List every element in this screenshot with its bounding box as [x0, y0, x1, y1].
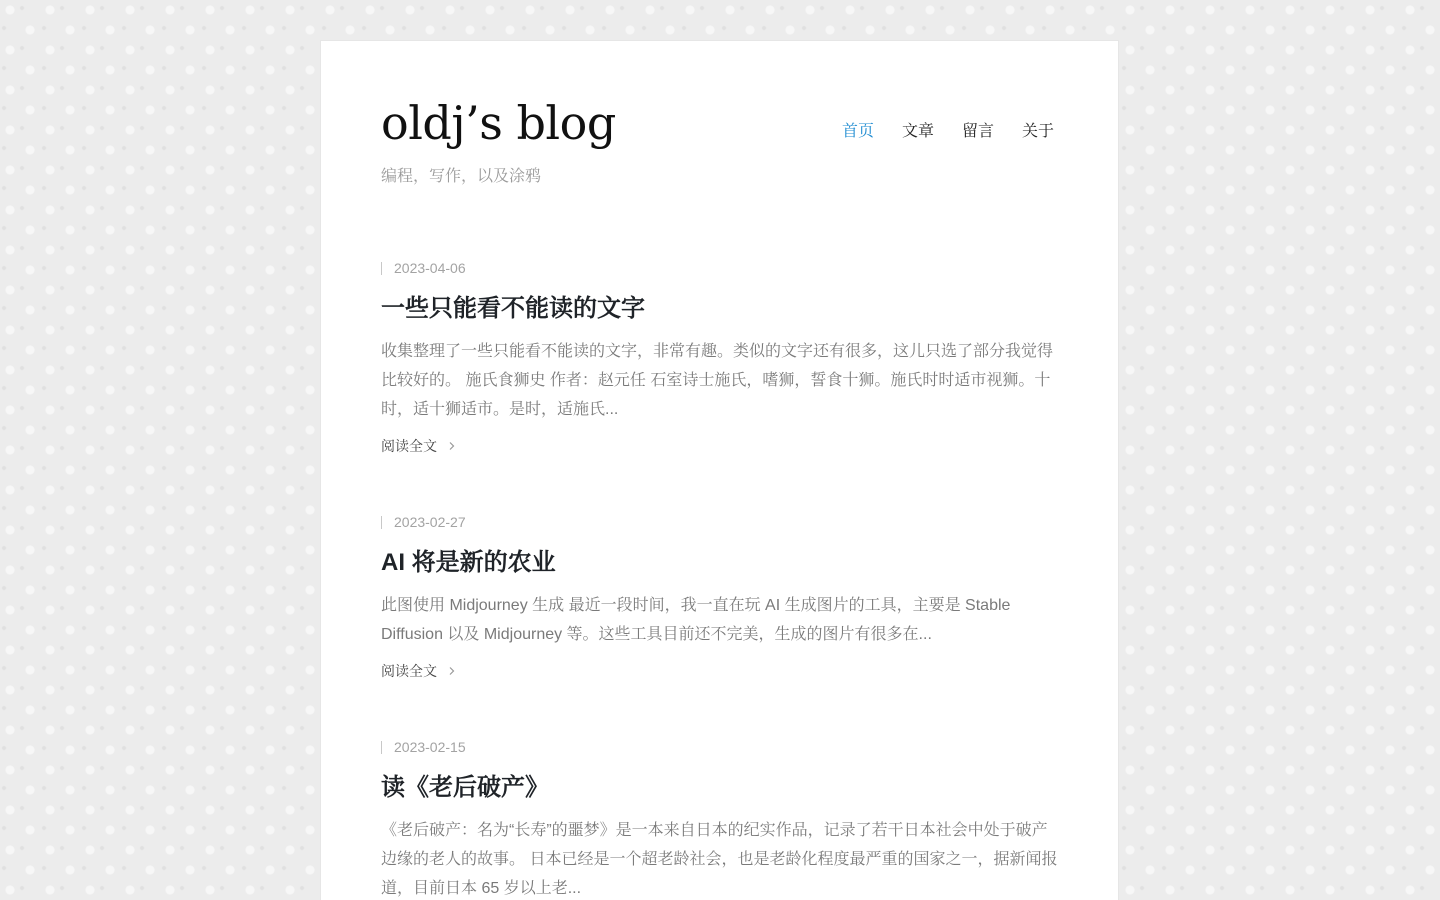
post-card [381, 259, 1061, 456]
date-divider [381, 516, 382, 529]
read-more-link[interactable] [381, 661, 457, 681]
chevron-right-icon [447, 666, 457, 676]
post-title[interactable]: 一些只能看不能读的文字 [381, 295, 645, 322]
post-date [381, 738, 1061, 756]
date-divider [381, 741, 382, 754]
nav-item-guestbook[interactable]: 留言 [961, 123, 994, 140]
nav-item-home[interactable]: 首页 [841, 123, 874, 140]
post-date-text: 2023-04-06 [394, 260, 466, 276]
site-header [321, 41, 1118, 231]
post-date-text: 2023-02-27 [394, 514, 466, 530]
post-date [381, 513, 1061, 531]
read-more-label: 阅读全文 [381, 663, 437, 679]
post-date [381, 259, 1061, 277]
site-subtitle: 编程，写作，以及涂鸦 [381, 168, 542, 185]
main-nav [842, 121, 1054, 143]
nav-item-about[interactable]: 关于 [1021, 123, 1054, 140]
page-container [321, 41, 1118, 900]
chevron-right-icon [447, 441, 457, 451]
post-title[interactable]: AI 将是新的农业 [381, 549, 556, 576]
date-divider [381, 262, 382, 275]
post-excerpt: 《老后破产：名为“长寿”的噩梦》是一本来自日本的纪实作品，记录了若干日本社会中处于破产边缘的老人的故事。 日本已经是一个超老龄社会，也是老龄化程度最严重的国家之一，据新闻报道，目前日本 65 岁以上老... [381, 822, 1058, 897]
nav-item-articles[interactable]: 文章 [901, 123, 934, 140]
post-excerpt: 收集整理了一些只能看不能读的文字，非常有趣。类似的文字还有很多，这儿只选了部分我觉得比较好的。 施氏食狮史 作者：赵元任 石室诗士施氏，嗜狮，誓食十狮。施氏时时适市视狮。十时，适十狮适市。是时，适施氏... [381, 343, 1054, 418]
site-title[interactable]: oldj’s blog [381, 96, 616, 150]
post-title[interactable]: 读《老后破产》 [381, 774, 549, 801]
read-more-label: 阅读全文 [381, 438, 437, 454]
read-more-link[interactable] [381, 436, 457, 456]
post-card [381, 513, 1061, 681]
post-card [381, 738, 1061, 900]
post-date-text: 2023-02-15 [394, 739, 466, 755]
post-excerpt: 此图使用 Midjourney 生成 最近一段时间，我一直在玩 AI 生成图片的工具，主要是 Stable Diffusion 以及 Midjourney 等。这些工具目前还不完美，生成的图片有很多在... [381, 597, 1011, 643]
